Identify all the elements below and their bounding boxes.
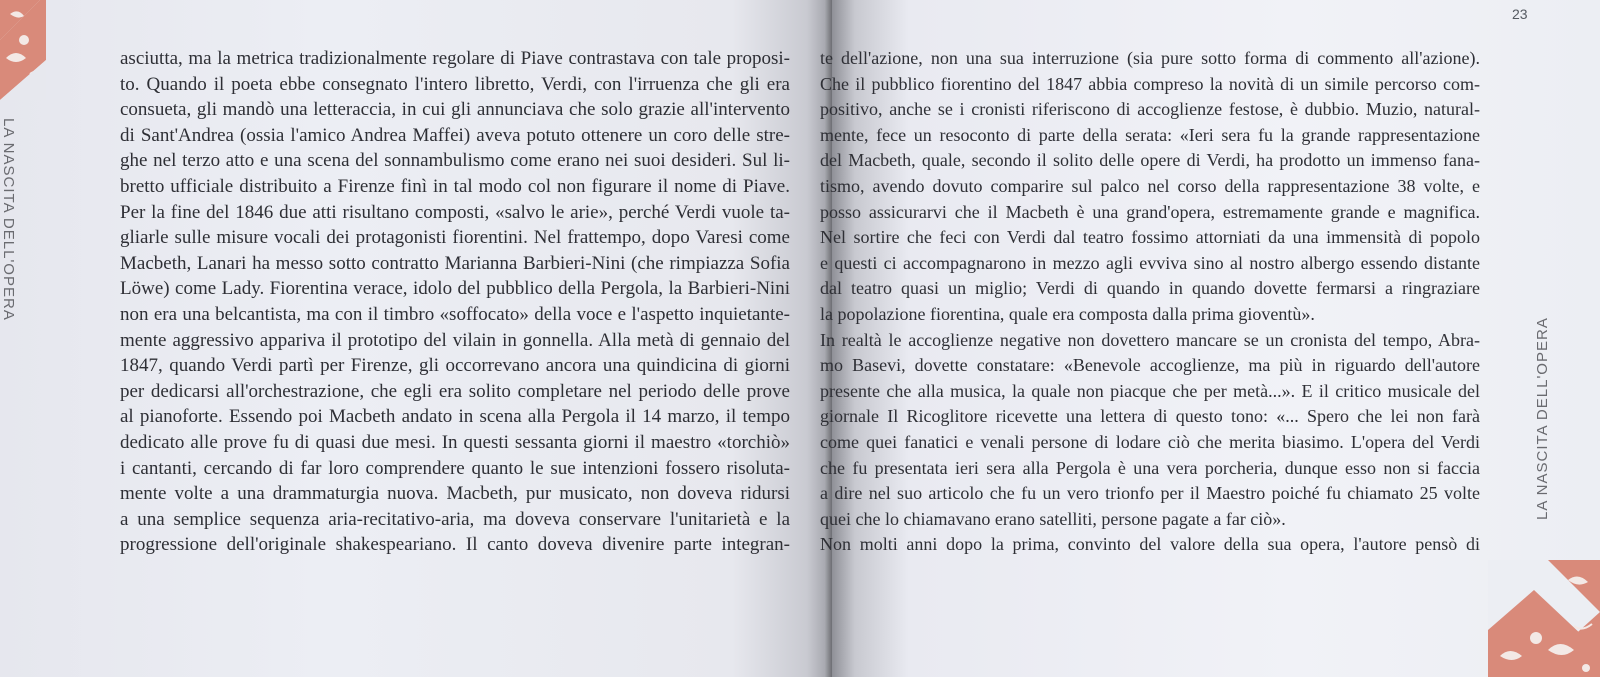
text-line: ghe nel terzo atto e una scena del sonnambulismo come erano nei suoi desideri. Sul li- xyxy=(120,150,790,172)
running-head-right: LA NASCITA DELL'OPERA xyxy=(1534,317,1551,520)
text-line: dedicato alle prove fu di quasi due mesi. In questi sessanta giorni il maestro «torchiò» xyxy=(120,431,790,453)
ornament-pattern-icon xyxy=(1488,560,1600,677)
text-line: Non molti anni dopo la prima, convinto del valore della sua opera, l'autore pensò di xyxy=(820,534,1480,555)
text-line: 1847, quando Verdi partì per Firenze, gli occorrevano ancora una quindicina di giorni xyxy=(120,355,790,377)
text-line: asciutta, ma la metrica tradizionalmente regolare di Piave contrastava con tale proposi- xyxy=(120,48,790,69)
text-line: a dire nel suo articolo che fu un vero trionfo per il Maestro poiché fu chiamato 25 volte xyxy=(820,483,1480,504)
right-text-column xyxy=(820,46,1480,558)
text-line: Che il pubblico fiorentino del 1847 abbia compreso la novità di un simile percorso com- xyxy=(820,73,1480,94)
page-number: 23 xyxy=(1512,6,1528,22)
text-line: come quei fanatici e venali persone di lodare ciò che merita biasimo. L'opera del Verdi xyxy=(820,431,1480,452)
text-line: Löwe) come Lady. Fiorentina verace, idolo del pubblico della Pergola, la Barbieri-Nini xyxy=(120,278,790,300)
text-line: la popolazione fiorentina, quale era composta dalla prima gioventù». xyxy=(820,303,1315,324)
text-line: i cantanti, cercando di far loro comprendere quanto le sue intenzioni fossero risoluta- xyxy=(120,457,790,479)
text-line: In realtà le accoglienze negative non dovettero mancare se un cronista del tempo, Abra- xyxy=(820,329,1480,350)
corner-ornament xyxy=(0,0,46,100)
text-line: Nel sortire che feci con Verdi dal teatro fossimo attorniati da una immensità di popolo xyxy=(820,227,1480,248)
text-line: positivo, anche se i cronisti riferiscono di accoglienze festose, è dubbio. Muzio, natural- xyxy=(820,99,1480,120)
text-line: che fu presentata ieri sera alla Pergola è una vera porcheria, dunque esso non si faccia xyxy=(820,457,1480,478)
running-head-left: LA NASCITA DELL'OPERA xyxy=(0,118,17,321)
text-line: al pianoforte. Essendo poi Macbeth andato in scena alla Pergola il 14 marzo, il tempo xyxy=(120,406,790,428)
corner-ornament xyxy=(1488,560,1600,677)
text-line: del Macbeth, quale, secondo il solito delle opere di Verdi, ha prodotto un immenso fana- xyxy=(820,150,1480,171)
text-line: consueta, gli mandò una letteraccia, in cui gli annunciava che solo grazie all'intervento xyxy=(120,99,790,121)
text-line: presente che alla musica, la quale non piacque che per metà...». E il critico musicale del xyxy=(820,380,1480,401)
text-line: progressione dell'originale shakespeariano. Il canto doveva divenire parte integran- xyxy=(120,534,790,556)
text-line: gliarle sulle misure vocali dei protagonisti fiorentini. Nel frattempo, dopo Varesi come xyxy=(120,227,790,249)
text-line: a una semplice sequenza aria-recitativo-aria, ma doveva conservare l'unitarietà e la xyxy=(120,508,790,530)
text-line: posso assicurarvi che il Macbeth è una grand'opera, estremamente grande e magnifica. xyxy=(820,201,1480,222)
text-line: quei che lo chiamavano erano satelliti, persone pagate a far ciò». xyxy=(820,508,1286,529)
text-line: tismo, avendo dovuto comparire sul palco nel corso della rappresentazione 38 volte, e xyxy=(820,175,1480,196)
text-line: mente aggressivo appariva il prototipo del vilain in gonnella. Alla metà di gennaio del xyxy=(120,329,790,351)
text-line: e questi ci accompagnarono in mezzo agli evviva sino al nostro albergo essendo distante xyxy=(820,252,1480,273)
left-text-column xyxy=(120,46,790,558)
text-line: per dedicarsi all'orchestrazione, che egli era solito completare nel periodo delle prove xyxy=(120,380,790,402)
text-line: mente volte a una drammaturgia nuova. Macbeth, pur musicato, non doveva ridursi xyxy=(120,483,790,505)
text-line: Macbeth, Lanari ha messo sotto contratto Marianna Barbieri-Nini (che rimpiazza Sofia xyxy=(120,252,790,274)
text-line: mente, fece un resoconto di parte della serata: «Ieri sera fu la grande rappresentazione xyxy=(820,124,1480,145)
text-line: dal teatro quasi un miglio; Verdi di quando in quando dovette fermarsi a ringraziare xyxy=(820,278,1480,299)
text-line: mo Basevi, dovette constatare: «Benevole accoglienze, ma più in riguardo dell'autore xyxy=(820,355,1480,376)
ornament-pattern-icon xyxy=(0,0,46,100)
text-line: to. Quando il poeta ebbe consegnato l'intero libretto, Verdi, con l'irruenza che gli era xyxy=(120,73,790,95)
text-line: bretto ufficiale distribuito a Firenze finì in tal modo col non figurare il nome di Piave. xyxy=(120,175,790,197)
text-line: non era una belcantista, ma con il timbro «soffocato» della voce e l'aspetto inquietante- xyxy=(120,303,790,325)
text-line: Per la fine del 1846 due atti risultano composti, «salvo le arie», perché Verdi vuole ta- xyxy=(120,201,790,223)
text-line: di Sant'Andrea (ossia l'amico Andrea Maffei) aveva potuto ottenere un coro delle stre- xyxy=(120,124,790,146)
text-line: te dell'azione, non una sua interruzione (sia pure sotto forma di commento all'azione). xyxy=(820,48,1480,68)
text-line: giornale Il Ricoglitore ricevette una lettera di questo tono: «... Spero che lei non farà xyxy=(820,406,1480,427)
